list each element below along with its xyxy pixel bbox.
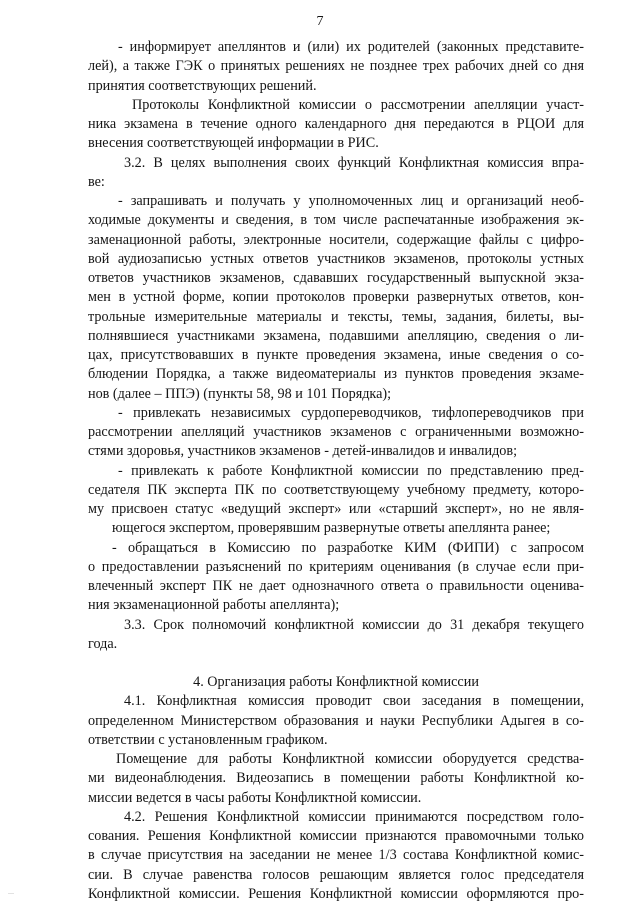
paragraph-line: ответов участников экзаменов, сдававших государственный выпускной экза- bbox=[88, 270, 584, 286]
corner-mark: ... bbox=[8, 887, 14, 896]
paragraph-line: ми видеонаблюдения. Видеозапись в помещении работы Конфликтной ко- bbox=[88, 770, 584, 787]
paragraph-line: 4.1. Конфликтная комиссия проводит свои заседания в помещении, bbox=[124, 693, 584, 710]
paragraph-line: Конфликтной комиссии. Решения Конфликтной комиссии оформляются про- bbox=[88, 885, 584, 902]
paragraph-line: Помещение для работы Конфликтной комиссии оборудуется средства- bbox=[116, 751, 584, 767]
paragraph-line: - обращаться в Комиссию по разработке КИМ (ФИПИ) с запросом bbox=[112, 539, 584, 556]
paragraph-line: цах, присутствовавших в пункте проведения экзамена, иные сведения о со- bbox=[88, 347, 584, 363]
paragraph-line: ния экзаменационной работы апеллянта); bbox=[88, 597, 340, 614]
paragraph-line: принятия соответствующих решений. bbox=[88, 77, 317, 94]
paragraph-line: - запрашивать и получать у уполномоченных лиц и организаций необ- bbox=[118, 193, 584, 209]
paragraph-line: влеченный эксперт ПК не дает однозначного ответа о правильности оценива- bbox=[88, 578, 584, 594]
paragraph-line: рассмотрении апелляций участников экзаменов с ограниченными возможно- bbox=[88, 424, 584, 440]
paragraph-line: ответствии с установленным графиком. bbox=[88, 731, 328, 748]
paragraph-line: определенном Министерством образования и науки Республики Адыгея в со- bbox=[88, 712, 584, 729]
paragraph-line: 3.2. В целях выполнения своих функций Конфликтная комиссия впра- bbox=[124, 154, 584, 171]
paragraph-line: лей), а также ГЭК о принятых решениях не позднее трех рабочих дней со дня bbox=[88, 58, 584, 75]
paragraph-line: о предоставлении разъяснений по критериям оценивания (в случае если при- bbox=[88, 558, 584, 575]
paragraph-line: ходимые документы и сведения, в том числе распечатанные изображения эк- bbox=[88, 212, 584, 229]
paragraph-line: мен в устной форме, копии протоколов проверки развернутых ответов, кон- bbox=[88, 289, 584, 306]
paragraph-line: вой аудиозаписью устных ответов участников экзаменов, протоколы устных bbox=[88, 250, 584, 267]
paragraph-line: ве: bbox=[88, 173, 105, 190]
paragraph-line: 3.3. Срок полномочий конфликтной комиссии до 31 декабря текущего bbox=[124, 616, 584, 633]
paragraph-line: внесения соответствующей информации в РИС. bbox=[88, 135, 379, 152]
paragraph-line: стями здоровья, участников экзаменов - детей-инвалидов и инвалидов; bbox=[88, 443, 518, 460]
paragraph-line: - информирует апеллянтов и (или) их родителей (законных представите- bbox=[118, 39, 584, 55]
paragraph-line: Протоколы Конфликтной комиссии о рассмотрении апелляции участ- bbox=[132, 96, 584, 113]
paragraph-line: заменационной работы, электронные носители, содержащие файлы с цифро- bbox=[88, 231, 584, 248]
document-body bbox=[88, 38, 584, 904]
paragraph-line: года. bbox=[88, 635, 118, 652]
paragraph-line: трольные измерительные материалы и тексты, темы, задания, билеты, вы- bbox=[88, 308, 584, 325]
paragraph-line: седателя ПК эксперта ПК по соответствующему учебному предмету, которо- bbox=[88, 481, 584, 498]
paragraph-line: ника экзамена в течение одного календарного дня передаются в РЦОИ для bbox=[88, 116, 584, 132]
page-number: 7 bbox=[316, 14, 324, 29]
paragraph-line: миссии ведется в часы работы Конфликтной комиссии. bbox=[88, 789, 422, 806]
paragraph-line: 4.2. Решения Конфликтной комиссии принимаются посредством голо- bbox=[124, 808, 584, 825]
paragraph-line: полнявшиеся участниками экзамена, подавшими апелляцию, сведения о ли- bbox=[88, 327, 584, 344]
paragraph-line: нов (далее – ППЭ) (пункты 58, 98 и 101 Порядка); bbox=[88, 385, 392, 402]
paragraph-line: - привлекать к работе Конфликтной комиссии по представлению пред- bbox=[118, 462, 584, 479]
paragraph-line: в случае присутствия на заседании не менее 1/3 состава Конфликтной комис- bbox=[88, 847, 584, 864]
paragraph-line: ющегося экспертом, проверявшим развернутые ответы апеллянта ранее; bbox=[112, 520, 551, 537]
section-heading: 4. Организация работы Конфликтной комиссии bbox=[193, 674, 479, 690]
paragraph-line: блюдении Порядка, а также видеоматериалы из пунктов проведения экзаме- bbox=[88, 366, 584, 383]
paragraph-line: му присвоен статус «ведущий эксперт» или «старший эксперт», но не явля- bbox=[88, 501, 584, 517]
paragraph-line: сии. В случае равенства голосов решающим является голос председателя bbox=[88, 866, 584, 883]
paragraph-line: сования. Решения Конфликтной комиссии признаются правомочными только bbox=[88, 828, 584, 844]
paragraph-line: - привлекать независимых сурдопереводчиков, тифлопереводчиков при bbox=[118, 404, 584, 421]
